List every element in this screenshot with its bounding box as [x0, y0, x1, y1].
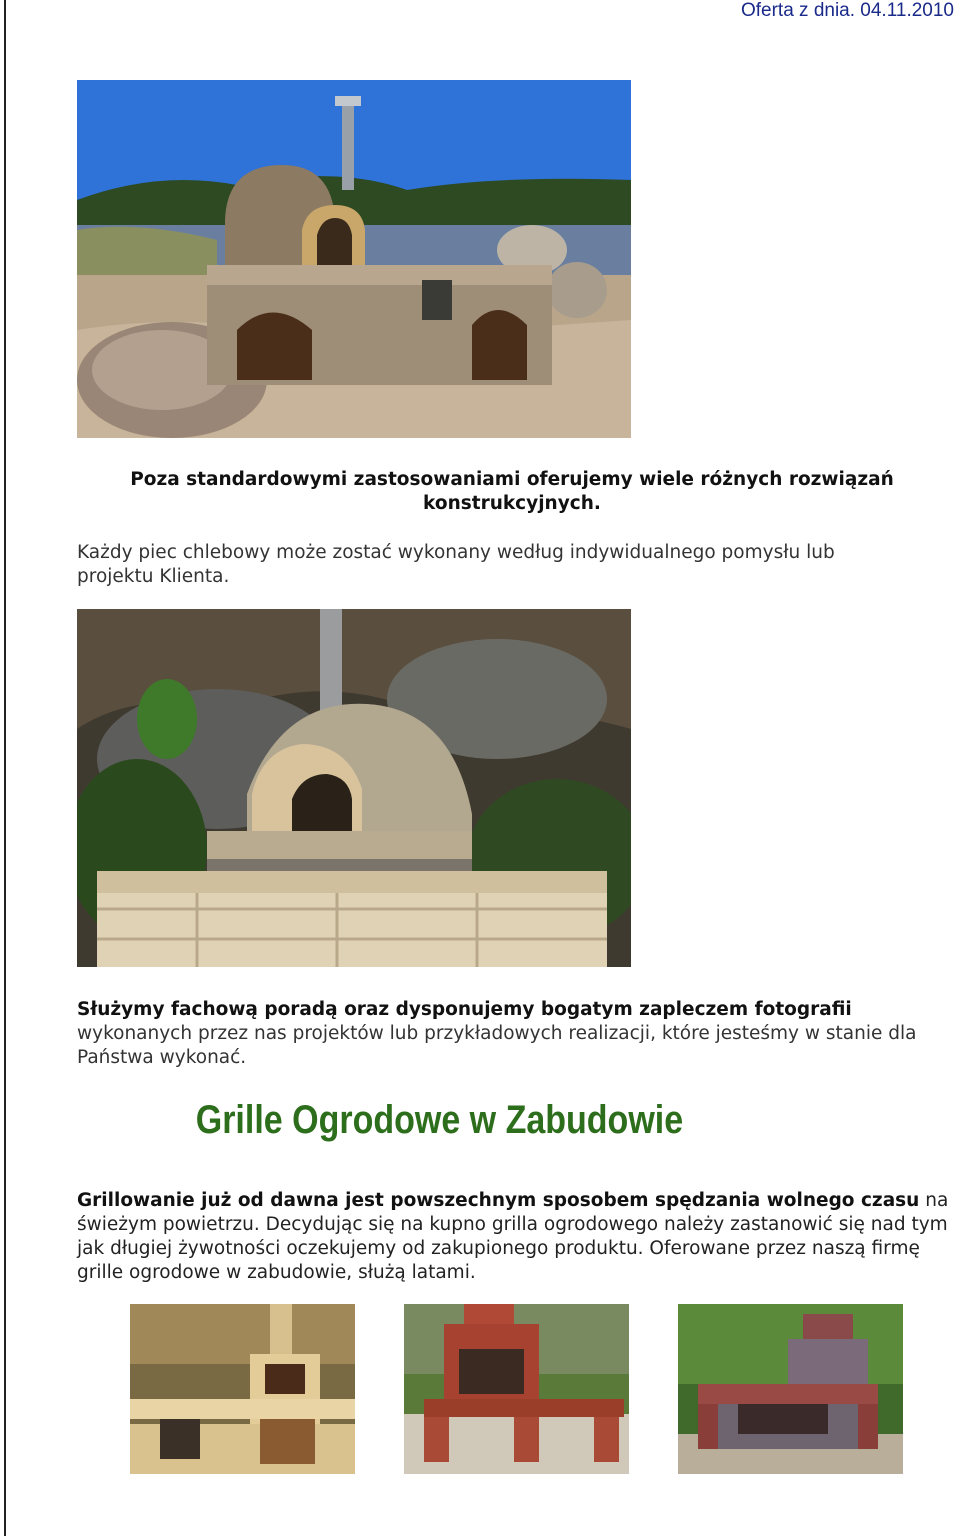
paragraph1-heading: Poza standardowymi zastosowaniami oferujemy wiele różnych rozwiązań konstrukcyjnych.: [130, 469, 894, 514]
left-margin-rule: [4, 0, 6, 1536]
photo-grill-sandstone: [130, 1304, 355, 1474]
photo-grill-fieldstone: [678, 1304, 903, 1474]
photo-dome-oven-rock-garden: [77, 609, 631, 967]
paragraph1-body: Każdy piec chlebowy może zostać wykonany według indywidualnego pomysłu lub projektu Klienta.: [77, 542, 835, 587]
offer-date: Oferta z dnia. 04.11.2010: [740, 0, 954, 21]
photo-grill-red-brick: [404, 1304, 629, 1474]
paragraph2-lead: Służymy fachową poradą oraz dysponujemy bogatym zapleczem fotografii: [77, 999, 852, 1020]
section-body-text: na świeżym powietrzu. Decydując się na kupno grilla ogrodowego należy zastanowić się nad tym jak długiej żywotności oczekujemy od zakupionego produktu. Oferowane przez naszą firmę grille ogrodowe w zabudowie, służą latami.: [77, 1190, 949, 1283]
section-lead: Grillowanie już od dawna jest powszechnym sposobem spędzania wolnego czasu: [77, 1190, 920, 1211]
paragraph2-body: wykonanych przez nas projektów lub przykładowych realizacji, które jesteśmy w stanie dla Państwa wykonać.: [77, 1023, 917, 1068]
photo-stone-bread-oven-lake: [77, 80, 631, 438]
section-title: Grille Ogrodowe w Zabudowie: [195, 1098, 684, 1142]
section-body: [77, 1189, 957, 1285]
